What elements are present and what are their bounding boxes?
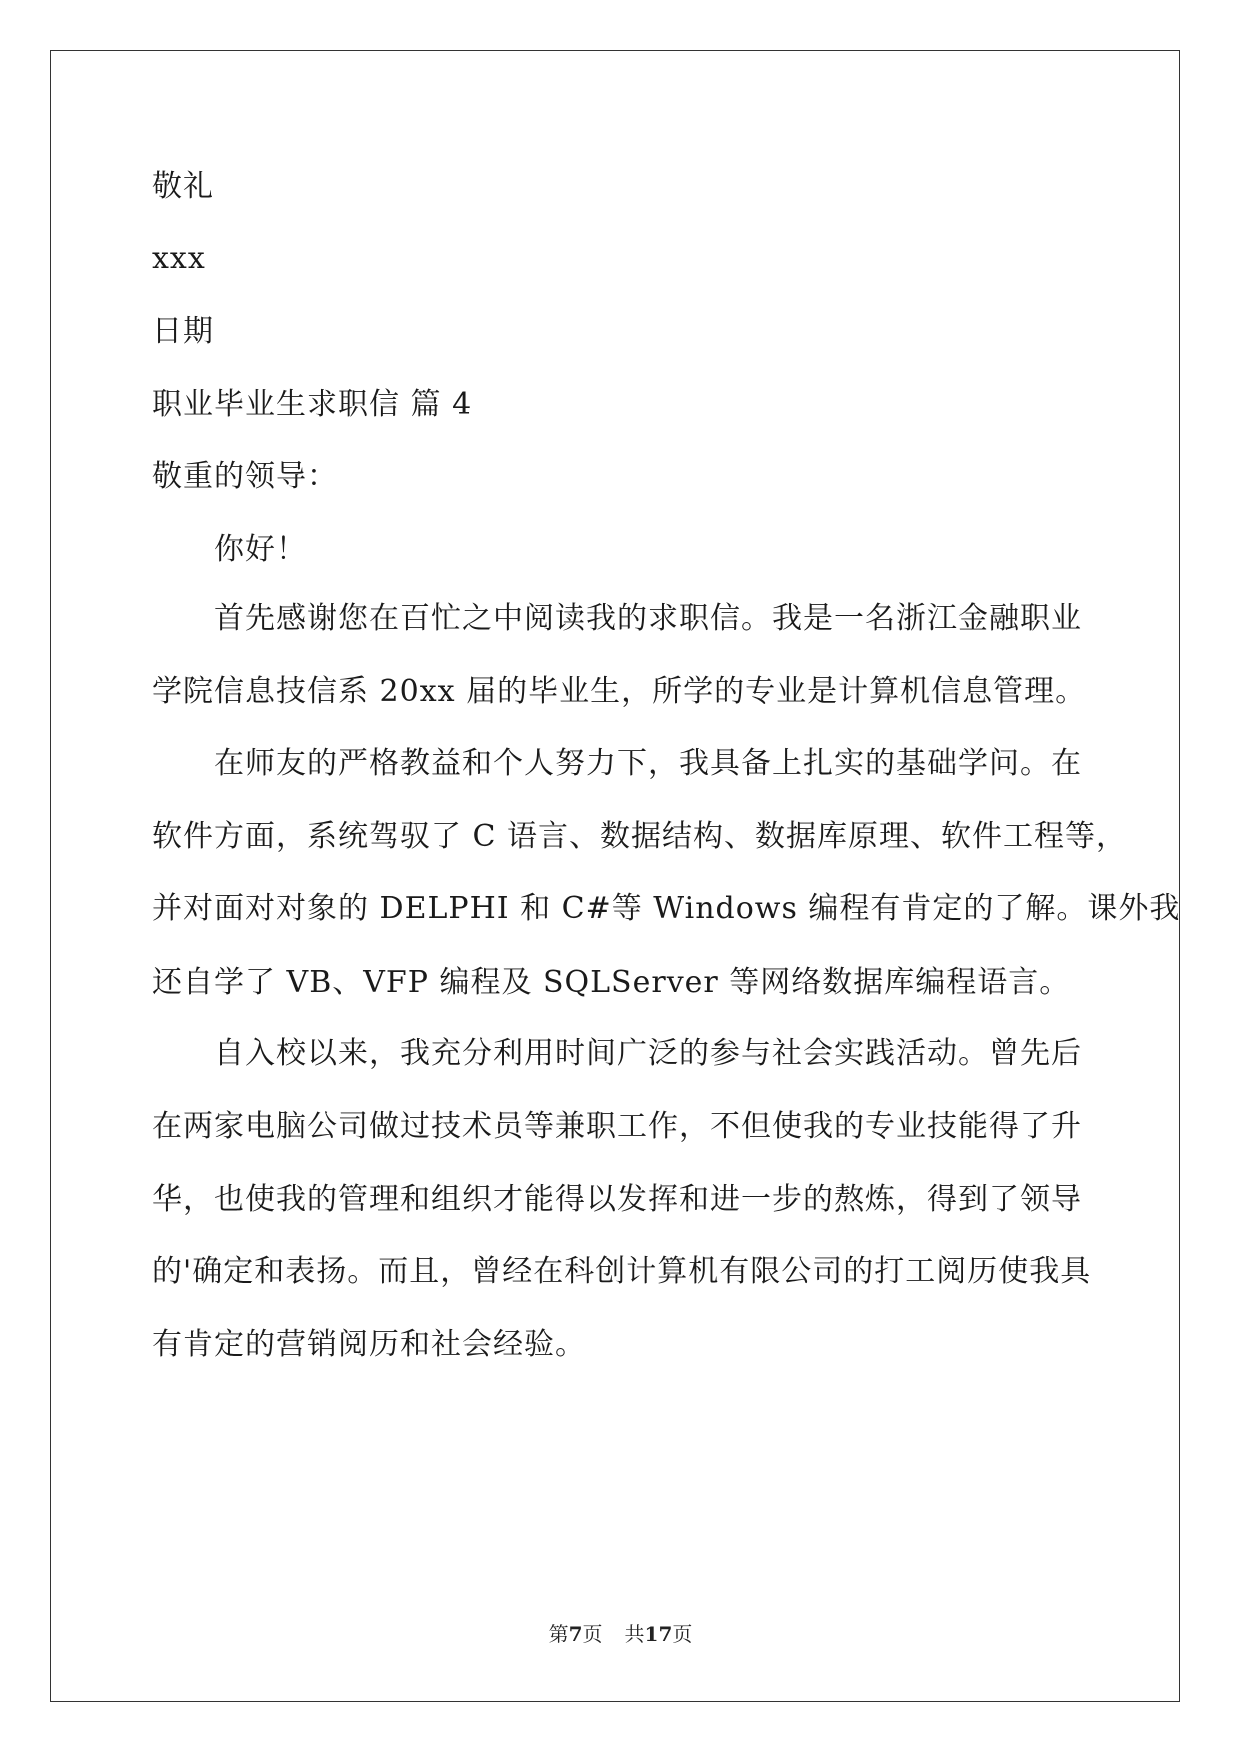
footer-prefix: 第	[548, 1622, 569, 1646]
footer-page-unit: 页	[582, 1622, 603, 1646]
page-border	[50, 50, 1180, 1702]
footer-total-prefix: 共	[624, 1622, 645, 1646]
text-line: 敬礼	[152, 169, 214, 204]
text-line: 日期	[152, 314, 214, 349]
text-line: 的'确定和表扬。而且，曾经在科创计算机有限公司的打工阅历使我具	[152, 1254, 1092, 1289]
text-line: 华，也使我的管理和组织才能得以发挥和进一步的熬炼，得到了领导	[152, 1182, 1082, 1217]
text-line: 在师友的严格教益和个人努力下，我具备上扎实的基础学问。在	[214, 746, 1082, 781]
text-line: 并对面对对象的 DELPHI 和 C#等 Windows 编程有肯定的了解。课外我	[152, 891, 1181, 926]
text-line: 敬重的领导：	[152, 459, 338, 494]
page-footer	[0, 1622, 1241, 1646]
text-line: 首先感谢您在百忙之中阅读我的求职信。我是一名浙江金融职业	[214, 601, 1082, 636]
text-line: 在两家电脑公司做过技术员等兼职工作，不但使我的专业技能得了升	[152, 1109, 1082, 1144]
text-line: 有肯定的营销阅历和社会经验。	[152, 1327, 586, 1362]
footer-total-pages: 17	[644, 1622, 673, 1646]
footer-total-unit: 页	[672, 1622, 693, 1646]
footer-current-page: 7	[568, 1622, 583, 1646]
text-line: 学院信息技信系 20xx 届的毕业生，所学的专业是计算机信息管理。	[152, 674, 1087, 709]
text-line: 自入校以来，我充分利用时间广泛的参与社会实践活动。曾先后	[214, 1036, 1082, 1071]
text-line: 还自学了 VB、VFP 编程及 SQLServer 等网络数据库编程语言。	[152, 965, 1071, 1000]
text-line: 软件方面，系统驾驭了 C 语言、数据结构、数据库原理、软件工程等，	[152, 819, 1128, 854]
text-line: 职业毕业生求职信 篇 4	[152, 387, 473, 422]
text-line: 你好！	[214, 532, 307, 567]
text-line: xxx	[152, 241, 206, 276]
